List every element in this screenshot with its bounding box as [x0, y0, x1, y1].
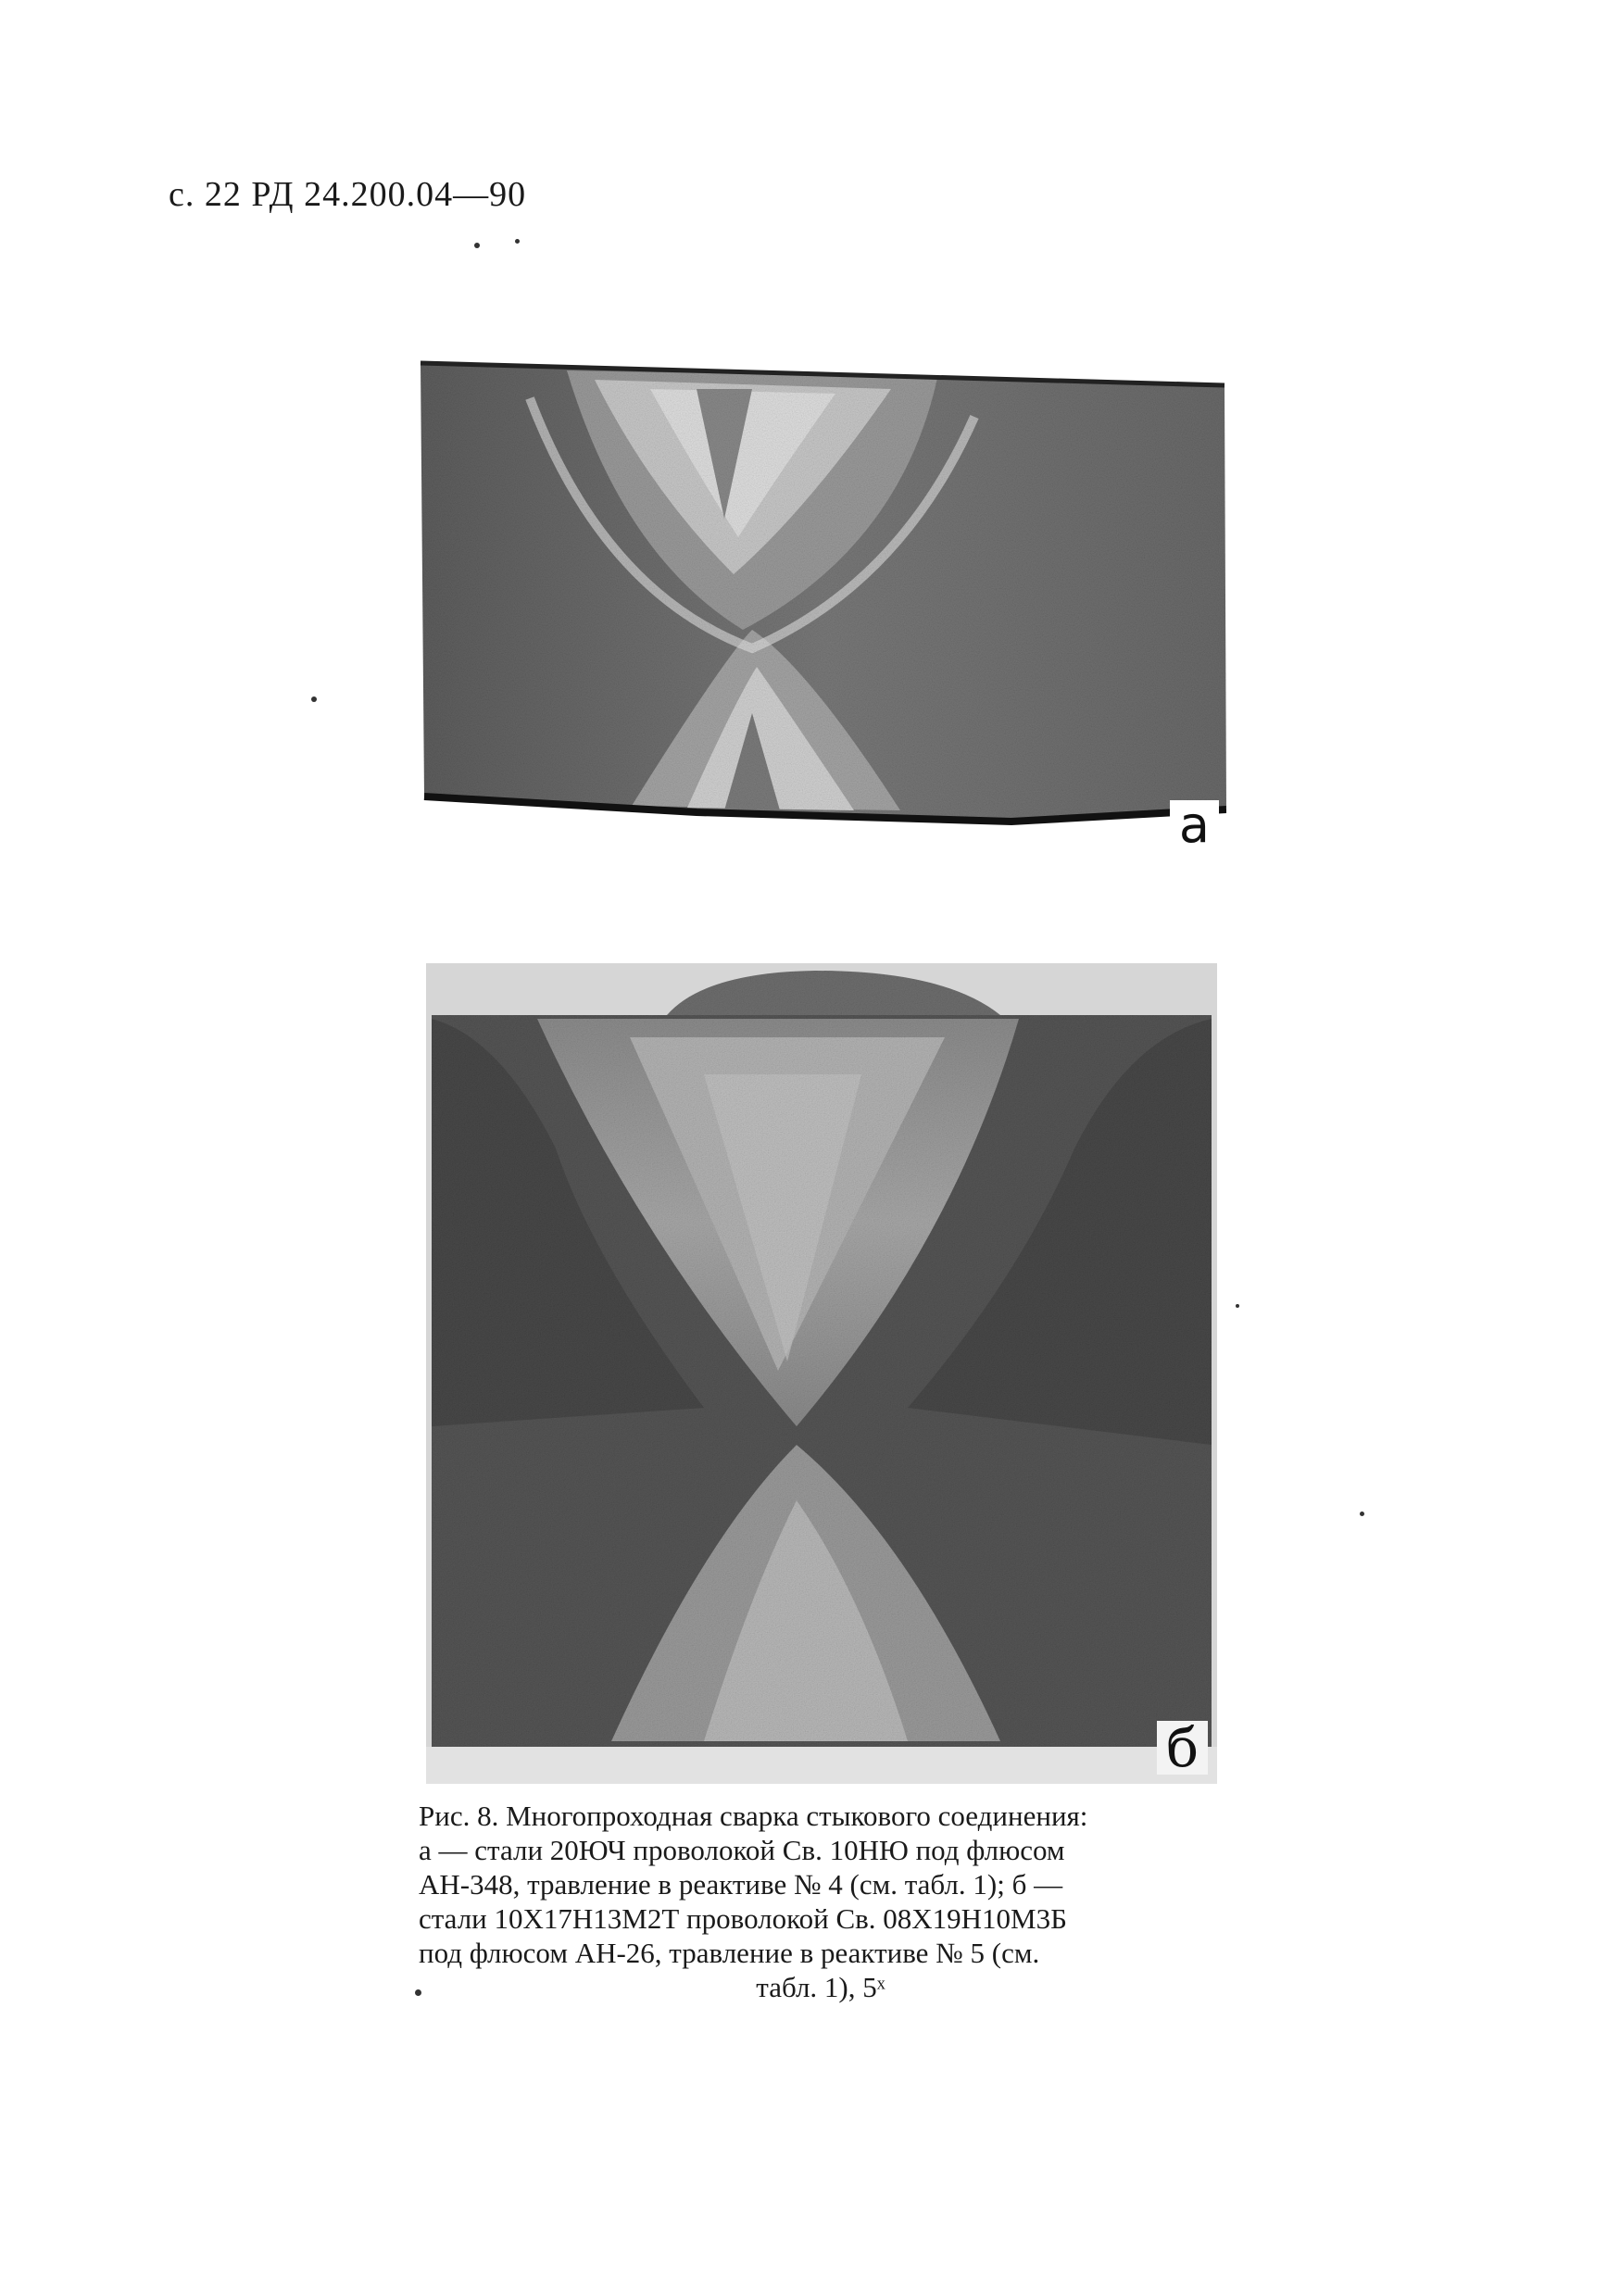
weld-macrograph-b	[426, 963, 1217, 1784]
caption-line: Рис. 8. Многопроходная сварка стыкового соединения:	[419, 1800, 1088, 1832]
scan-speck	[311, 696, 317, 702]
caption-line: под флюсом АН-26, травление в реактиве № 5 (см.	[419, 1937, 1040, 1969]
scan-speck	[474, 243, 480, 248]
scan-speck	[1360, 1512, 1364, 1516]
figure-a-photo	[419, 352, 1226, 854]
weld-macrograph-a	[419, 352, 1226, 843]
figure-b-label: б	[1157, 1721, 1208, 1775]
scan-speck	[515, 239, 520, 244]
figure-b-photo	[426, 963, 1217, 1784]
figure-caption	[419, 1799, 1223, 2004]
caption-line: а — стали 20ЮЧ проволокой Св. 10НЮ под флюсом	[419, 1834, 1065, 1866]
caption-line: табл. 1), 5ˣ	[756, 1971, 885, 2003]
figure-a-label: а	[1170, 800, 1219, 850]
page-header: с. 22 РД 24.200.04—90	[169, 175, 527, 214]
caption-line: стали 10Х17Н13М2Т проволокой Св. 08Х19Н10М3Б	[419, 1902, 1067, 1935]
scan-speck	[1236, 1304, 1239, 1308]
caption-line: АН-348, травление в реактиве № 4 (см. табл. 1); б —	[419, 1868, 1063, 1901]
scan-speck	[415, 1989, 421, 1996]
